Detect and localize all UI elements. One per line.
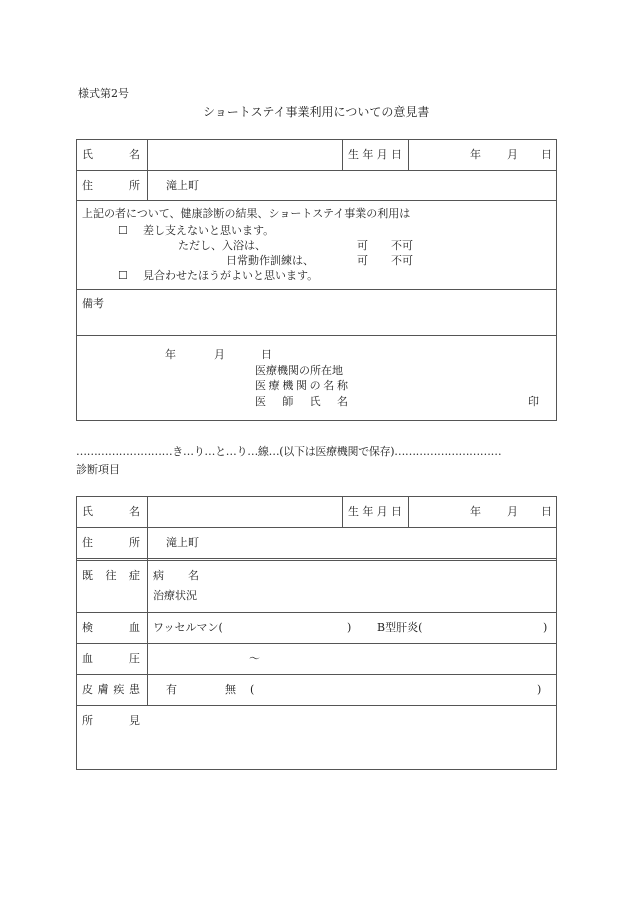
institution-name-label: 医 療 機 関 の 名 称 — [255, 379, 348, 392]
tilde-separator: 〜 — [249, 652, 260, 665]
findings-label: 所 見 — [82, 714, 140, 727]
skin-close-paren: ) — [537, 683, 542, 696]
medical-history-label: 既 往 症 — [82, 569, 140, 582]
checkbox-no-problem[interactable]: ☐ — [118, 224, 128, 237]
checkbox-postpone[interactable]: ☐ — [118, 269, 128, 282]
diag-name-label: 氏 名 — [82, 505, 140, 518]
hepatitis-b-field[interactable] — [430, 616, 538, 638]
doctor-name-label: 医 師 氏 名 — [255, 395, 348, 408]
proviso-bathing-label: ただし、入浴は、 — [178, 239, 266, 252]
proviso-training-label: 日常動作訓練は、 — [226, 254, 314, 267]
wassermann-label: ワッセルマン( — [153, 621, 223, 634]
diag-address-label: 住 所 — [82, 536, 140, 549]
wassermann-field[interactable] — [232, 616, 342, 638]
address-label: 住 所 — [82, 179, 140, 192]
systolic-field[interactable] — [160, 647, 242, 669]
diag-date-unit-month: 月 — [507, 505, 518, 518]
form-number: 様式第2号 — [78, 87, 129, 100]
sign-date-month: 月 — [214, 348, 225, 361]
hepatitis-close-paren: ) — [543, 621, 548, 634]
blood-pressure-label: 血 圧 — [82, 652, 140, 665]
blood-test-label: 検 血 — [82, 621, 140, 634]
diag-address-value[interactable]: 滝上町 — [166, 536, 199, 549]
birth-date-field[interactable] — [409, 140, 555, 169]
hepatitis-b-label: B型肝炎( — [377, 621, 423, 634]
skin-open-paren: ( — [250, 683, 255, 696]
remarks-label: 備考 — [82, 297, 104, 310]
document-title: ショートステイ事業利用についての意見書 — [203, 105, 430, 119]
bathing-allowed[interactable]: 可 — [357, 239, 368, 252]
date-unit-day: 日 — [541, 148, 552, 161]
sign-date-day: 日 — [261, 348, 272, 361]
name-field[interactable] — [148, 140, 341, 169]
cut-line: ………………………き…り…と…り…線…(以下は医療機関で保存)………………………… — [76, 445, 502, 458]
wassermann-close-paren: ) — [347, 621, 352, 634]
treatment-status-label: 治療状況 — [153, 589, 197, 602]
bathing-not-allowed[interactable]: 不可 — [391, 239, 413, 252]
diagnosis-section-title: 診断項目 — [76, 463, 120, 476]
date-unit-month: 月 — [507, 148, 518, 161]
date-unit-year: 年 — [470, 148, 481, 161]
option-postpone-label: 見合わせたほうがよいと思います。 — [143, 269, 319, 282]
diag-date-unit-day: 日 — [541, 505, 552, 518]
remarks-field[interactable] — [120, 294, 550, 332]
option-no-problem-label: 差し支えないと思います。 — [143, 224, 275, 237]
birth-date-label: 生 年 月 日 — [348, 148, 402, 161]
training-not-allowed[interactable]: 不可 — [391, 254, 413, 267]
institution-address-label: 医療機関の所在地 — [255, 364, 343, 377]
sign-date-year: 年 — [165, 348, 176, 361]
diag-name-field[interactable] — [148, 497, 341, 526]
skin-present[interactable]: 有 — [166, 683, 177, 696]
diag-birth-date-field[interactable] — [409, 497, 555, 526]
findings-field[interactable] — [150, 708, 552, 766]
training-allowed[interactable]: 可 — [357, 254, 368, 267]
name-label: 氏 名 — [82, 148, 140, 161]
address-value[interactable]: 滝上町 — [166, 179, 199, 192]
diastolic-field[interactable] — [268, 647, 358, 669]
disease-name-label: 病 名 — [153, 569, 199, 582]
skin-disease-label: 皮 膚 疾 患 — [82, 683, 140, 696]
diag-date-unit-year: 年 — [470, 505, 481, 518]
assessment-intro: 上記の者について、健康診断の結果、ショートステイ事業の利用は — [82, 207, 411, 220]
seal-mark: 印 — [528, 395, 539, 408]
skin-detail-field[interactable] — [262, 678, 532, 700]
diag-birth-date-label: 生 年 月 日 — [348, 505, 402, 518]
skin-absent[interactable]: 無 — [225, 683, 236, 696]
